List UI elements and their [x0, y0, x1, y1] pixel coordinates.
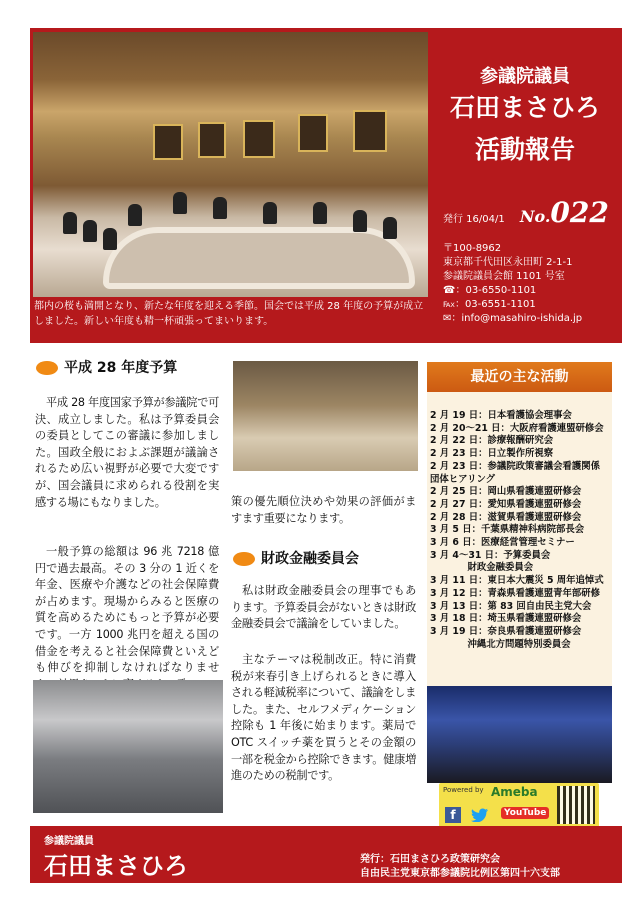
- activity-item: 3 月 12 日：青森県看護連盟青年部研修: [430, 587, 600, 599]
- finance-paragraph-1: 私は財政金融委員会の理事でもあります。予算委員会がないときは財政金融委員会で議論をしていました。: [231, 584, 416, 631]
- activity-item: 2 月 25 日：岡山県看護連盟研修会: [430, 486, 582, 498]
- address: 東京都千代田区永田町 2-1-1: [443, 257, 573, 268]
- activity-item: 2 月 23 日：日立製作所視察: [430, 448, 554, 460]
- phone: ☎：03-6550-1101: [443, 285, 537, 296]
- activity-item: 3 月 18 日：埼玉県看護連盟研修会: [430, 613, 582, 625]
- activity-item: 3 月 4～31 日：予算委員会: [430, 549, 551, 561]
- budget-heading: 平成 28 年度予算: [36, 357, 177, 377]
- factory-visit-photo: [33, 680, 223, 813]
- activity-item: 3 月 11 日：東日本大震災 5 周年追悼式: [430, 575, 604, 587]
- activity-item: 財政金融委員会: [430, 562, 534, 574]
- activity-item: 2 月 23 日：参議院政策審議会看護関係: [430, 460, 600, 472]
- facebook-icon[interactable]: f: [445, 807, 461, 823]
- email-link[interactable]: ✉：info@masahiro-ishida.jp: [443, 313, 583, 324]
- powered-by-label: Powered by: [443, 786, 484, 794]
- activity-item: 団体ヒアリング: [430, 473, 496, 485]
- activity-item: 2 月 28 日：滋賀県看護連盟研修会: [430, 511, 582, 523]
- activities-list: [430, 410, 614, 651]
- issue-info: [443, 196, 613, 229]
- footer-role: 参議院議員: [44, 836, 94, 847]
- activity-item: 2 月 20～21 日：大阪府看護連盟研修会: [430, 422, 604, 434]
- header-report-title: 活動報告: [474, 135, 575, 164]
- contact-block: [443, 242, 618, 326]
- activity-item: 沖縄北方問題特別委員会: [430, 638, 571, 650]
- publisher-branch: 自由民主党東京都参議院比例区第四十六支部: [360, 868, 560, 879]
- budget-paragraph-1: 平成 28 年度国家予算が参議院で可決、成立しました。私は予算委員会の委員としてこの審議に参加しました。国政全般におよぶ課題が議論されるため広い視野が必要で大変ですが、国会議員に求められる役割を実感する場にもなりました。: [35, 396, 219, 509]
- footer-name: 石田まさひろ: [44, 852, 188, 880]
- goldfish-icon: [233, 552, 255, 566]
- finance-paragraph-2: 主なテーマは税制改正。特に消費税が来春引き上げられるときに導入される軽減税率について、議論をしました。また、セルフメディケーション控除も 1 年後に始まります。薬局で OTC スイッチ薬を買うとその金額の一部を税金から控除できます。健康増進のための税制です。: [231, 653, 416, 783]
- photo-caption: 都内の桜も満開となり、新たな年度を迎える季節。国会では平成 28 年度の予算が成立しました。新しい年度も精一杯頑張ってまいります。: [34, 301, 424, 327]
- publisher-name: 発行：石田まさひろ政策研究会: [360, 854, 500, 865]
- activity-item: 3 月 19 日：奈良県看護連盟研修会: [430, 625, 582, 637]
- fax: ℻：03-6551-1101: [443, 299, 536, 310]
- youtube-link[interactable]: YouTube: [501, 807, 549, 819]
- ameba-link[interactable]: Ameba: [491, 785, 538, 799]
- goldfish-icon: [36, 361, 58, 375]
- footer-publisher: [360, 853, 560, 881]
- header-role: 参議院議員: [480, 66, 570, 87]
- activity-item: 3 月 13 日：第 83 回自由民主党大会: [430, 600, 592, 612]
- activity-item: 2 月 27 日：愛知県看護連盟研修会: [430, 498, 582, 510]
- committee-room-photo: [33, 32, 428, 297]
- activity-item: 2 月 22 日：診療報酬研究会: [430, 435, 554, 447]
- activities-heading: 最近の主な活動: [427, 362, 612, 392]
- header-name: 石田まさひろ: [449, 93, 600, 122]
- budget-committee-photo: [233, 361, 418, 471]
- activity-item: 2 月 19 日：日本看護協会理事会: [430, 410, 572, 421]
- postal-code: 〒100-8962: [443, 243, 502, 254]
- issue-no-label: No.: [519, 207, 551, 226]
- budget-paragraph-2: 一般予算の総額は 96 兆 7218 億円で過去最高。その 3 分の 1 近くを年金、医療や介護などの社会保障費が占めます。現場からみると医療の質を高めるためにもっと予算が必要です。一方 1000 兆円を超える国の借金を考えると社会保障費といえども伸びを抑制しなければなりませ: [35, 545, 219, 675]
- budget-paragraph-3: 策の優先順位決めや効果の評価がますます重要になります。: [231, 495, 416, 525]
- sns-badge[interactable]: [439, 783, 599, 828]
- activity-item: 3 月 6 日：医療経営管理セミナー: [430, 537, 575, 549]
- qr-code-icon: [557, 786, 595, 824]
- issue-number: 022: [550, 196, 609, 229]
- party-convention-photo: [427, 686, 612, 783]
- activity-item: 3 月 5 日：千葉県精神科病院部長会: [430, 524, 585, 536]
- twitter-icon[interactable]: [471, 807, 489, 821]
- issue-date: 発行 16/04/1: [443, 214, 505, 225]
- finance-heading: 財政金融委員会: [233, 548, 359, 568]
- office: 参議院議員会館 1101 号室: [443, 271, 565, 282]
